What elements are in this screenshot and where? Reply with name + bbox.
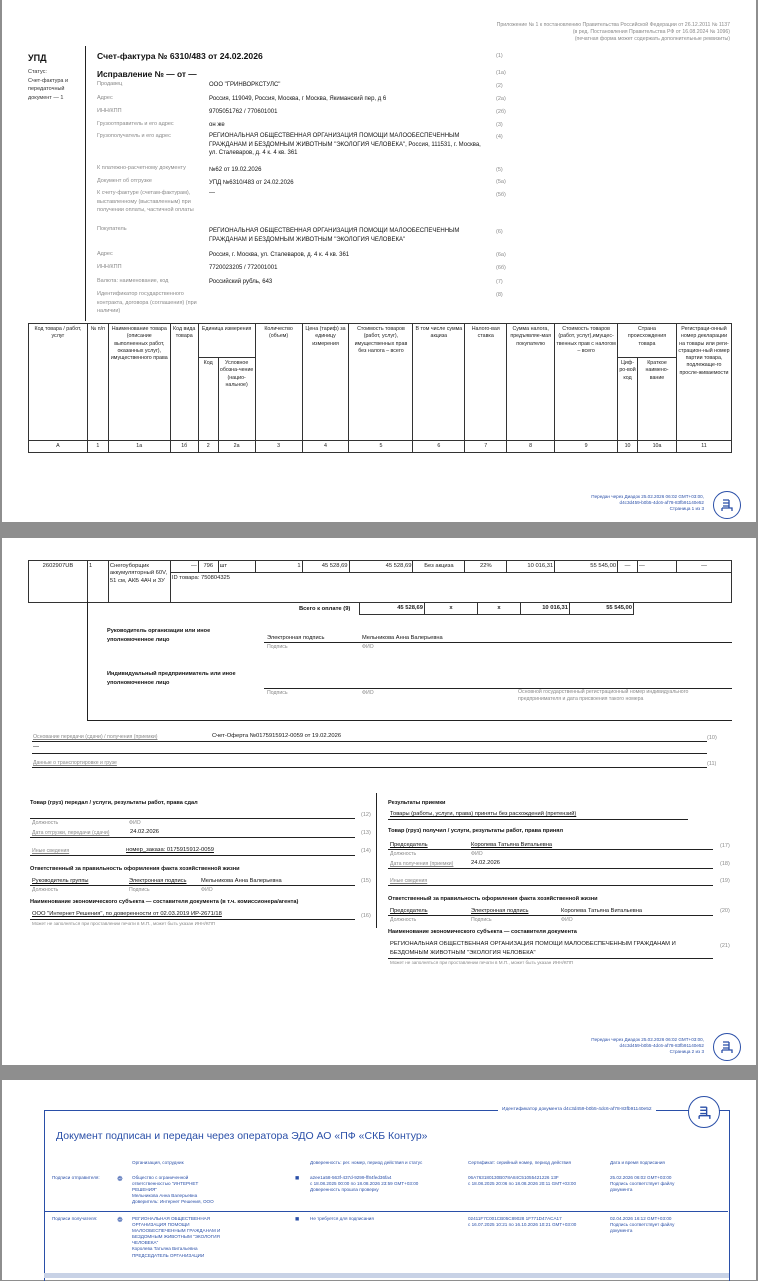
caption: Подпись (267, 644, 288, 650)
field-label: Покупатель (97, 226, 127, 232)
underline (32, 767, 707, 768)
field-label: Грузоотправитель и его адрес (97, 121, 174, 127)
field-label: К платежно-расчетному документу (97, 165, 186, 171)
field-code: (5) (496, 167, 503, 173)
document-icon: ■ (295, 1175, 300, 1182)
org-line: РЕГИОНАЛЬНАЯ ОБЩЕСТВЕННАЯ (132, 1216, 211, 1221)
item-name: Снегоуборщик аккумуляторный 60V, 51 см, АКБ 4АЧ и ЗУ (108, 561, 170, 603)
seller-inn-value: 9705051762 / 770601001 (209, 109, 278, 115)
col-header: Организация, сотрудник (132, 1160, 184, 1165)
total-sum: 55 545,00 (570, 603, 634, 615)
col-header: Единица измерения (198, 324, 255, 358)
status-value: Счет-фактура и (28, 77, 69, 84)
col-number: 11 (676, 441, 731, 453)
caption: Подпись (129, 887, 150, 893)
receiver-date (610, 1216, 674, 1234)
cert-period: с 16.07.2025 10:21 по 16.10.2026 10:21 GMT+03:00 (468, 1222, 577, 1228)
correction-title: Исправление № — от — (97, 69, 197, 79)
basis-label: Основание передачи (сдачи) / получения (приемки) (33, 734, 158, 740)
cert-period: с 18.08.2025 20:06 по 18.08.2026 20:11 GMT+03:00 (468, 1181, 577, 1187)
items-table (28, 560, 732, 603)
page-number: Страница 2 из 3 (669, 1049, 704, 1054)
certificate-badge-icon: ❁ (117, 1176, 123, 1183)
field-label: ИНН/КПП (97, 108, 122, 114)
caption: Должность (32, 887, 59, 893)
document-id: Идентификатор документа d4c3d459-b0b5-4dc6-af78-83fb91140e52 (498, 1107, 656, 1112)
field-label: Грузополучатель и его адрес (97, 133, 171, 139)
field-code: (6а) (496, 252, 506, 258)
diadoc-footer (591, 1037, 704, 1055)
col-number: 8 (507, 441, 555, 453)
header-note-line: (печатная форма может содержать дополнительные реквизиты) (574, 35, 730, 42)
footer-line: Передан через Диадок 25.02.2026 06:02 GMT+03:00, (591, 494, 704, 499)
item-kind: — (170, 561, 198, 573)
signer-position: ПРЕДСЕДАТЕЛЬ ОРГАНИЗАЦИИ (132, 1252, 205, 1258)
sender-cert (468, 1175, 576, 1187)
page-1 (2, 0, 756, 522)
col-header: Страна происхождения товара (618, 324, 677, 358)
receiver-poa (310, 1216, 374, 1222)
buyer-value: РЕГИОНАЛЬНАЯ ОБЩЕСТВЕННАЯ ОРГАНИЗАЦИЯ ПОМОЩИ МАЛООБЕСПЕЧЕННЫМ ГРАЖДАНАМ И БЕЗДОМНЫМ ЖИВОТНЫМ "ЭКОЛОГИЯ ЧЕЛОВЕКА" (209, 228, 460, 243)
col-header: В том числе сумма акциза (413, 324, 465, 441)
field-label: К счету-фактуре (счетам-фактурам), выставленному (выставленным) при получении оплаты, частичной оплаты (97, 190, 194, 213)
col-number: 7 (465, 441, 507, 453)
item-rate: 22% (465, 561, 507, 573)
entity-title: Наименование экономического субъекта — составителя документа (в т.ч. комиссионера/агента) (30, 899, 299, 905)
col-header: Стоимость товаров (работ, услуг), имущественных прав без налога – всего (349, 324, 413, 441)
diadoc-logo-icon (713, 491, 741, 519)
field-code: (2а) (496, 96, 506, 102)
entity-note: Может не заполняться при проставлении печати в М.П., может быть указан ИНН/КПП (32, 921, 216, 926)
divider (87, 720, 732, 721)
underline (388, 915, 713, 916)
dash-value: — (33, 744, 39, 750)
field-code: (2) (496, 83, 503, 89)
field-code: (16) (361, 913, 371, 919)
header-note-line: Приложение № 1 к постановлению Правительства Российской Федерации от 26.12.2011 № 1137 (496, 22, 730, 28)
e-signature-label: Электронная подпись (267, 635, 325, 641)
invoice-title: Счет-фактура № 6310/483 от 24.02.2026 (97, 51, 263, 61)
diadoc-footer (591, 494, 704, 512)
totals-table (359, 602, 634, 615)
page-3 (2, 1080, 756, 1280)
underline (388, 958, 713, 959)
poa-status: Доверенность прошла проверку (310, 1187, 379, 1193)
ogrnip-note: Основной государственный регистрационный номер индивидуального предпринимателя и дата присвоения такого номера (518, 689, 689, 702)
head-signer-name: Мельникова Анна Валерьевна (362, 635, 443, 641)
footer-line: Передан через Диадок 25.02.2026 06:02 GMT+03:00, (591, 1037, 704, 1042)
sign-status: Подпись соответствует файлу (610, 1222, 675, 1228)
field-code: (10) (707, 735, 717, 741)
sign-status: Подпись соответствует файлу (610, 1181, 675, 1187)
e-signature-label: Электронная подпись (129, 878, 187, 884)
acceptance-results-title: Результаты приемки (388, 800, 446, 806)
field-code: (1а) (496, 70, 506, 76)
currency-value: Российский рубль, 643 (209, 279, 273, 285)
col-header: Сумма налога, предъявляе-мая покупателю (507, 324, 555, 441)
item-price: 45 528,69 (302, 561, 349, 573)
status-value: передаточный (28, 86, 65, 92)
declaration-number: — (676, 561, 731, 573)
caption: ФИО (362, 644, 374, 650)
field-code: (21) (720, 943, 730, 949)
shipping-doc-value: УПД №6310/483 от 24.02.2026 (209, 180, 294, 186)
e-signature-label: Электронная подпись (471, 908, 529, 914)
field-code: (6б) (496, 265, 506, 271)
field-label: Продавец (97, 81, 123, 87)
vertical-rule (85, 46, 86, 321)
sign-datetime: 02.04.2026 16:12 GMT+03:00 (610, 1216, 672, 1221)
buyer-address-value: Россия, г. Москва, ул. Сталеваров, д. 4 к. 4 кв. 361 (209, 252, 350, 258)
signature-line (264, 642, 732, 643)
col-number: 1б (170, 441, 198, 453)
col-header: Дата и время подписания (610, 1160, 665, 1165)
item-tax: 10 016,31 (507, 561, 555, 573)
col-header: Количество (объем) (255, 324, 302, 441)
upd-label: УПД (28, 53, 47, 63)
total-cost: 45 528,69 (360, 603, 425, 615)
seller-address-value: Россия, 119049, Россия, Москва, г Москва, Якиманский пер, д 6 (209, 96, 387, 102)
field-code: (4) (496, 134, 503, 140)
seller-value: ООО "ГРИНВОРКСТУЛС" (209, 82, 281, 88)
consignee-value: РЕГИОНАЛЬНАЯ ОБЩЕСТВЕННАЯ ОРГАНИЗАЦИЯ ПОМОЩИ МАЛООБЕСПЕЧЕННЫМ ГРАЖДАНАМ И БЕЗДОМНЫМ ЖИВОТНЫМ "ЭКОЛОГИЯ ЧЕЛОВЕКА", Россия, 111531, г. Москва, ул. Сталеваров, д. 4 к. 4 кв. 361 (209, 133, 481, 156)
field-label: Адрес (97, 95, 113, 101)
document-icon: ■ (295, 1216, 300, 1223)
field-code: (13) (361, 830, 371, 836)
sender-org (132, 1175, 214, 1205)
product-id: ID товара: 750804325 (170, 573, 731, 603)
row-divider (44, 1211, 728, 1212)
vertical-rule (376, 793, 377, 928)
col-number: 10а (638, 441, 677, 453)
receive-date-value: 24.02.2026 (471, 860, 501, 866)
responsible-title: Ответственный за правильность оформления факта хозяйственной жизни (30, 866, 240, 872)
col-number: 2 (198, 441, 218, 453)
caption: ФИО (129, 820, 141, 826)
field-label: Идентификатор государственного контракта, договора (соглашения) (при наличии) (97, 291, 197, 314)
caption: Подпись (471, 917, 492, 923)
totals-label: Всего к оплате (9) (299, 606, 351, 612)
caption: ФИО (561, 917, 573, 923)
col-header: Доверенность: рег. номер, период действия и статус (310, 1160, 423, 1165)
caption: Должность (32, 820, 59, 826)
org-line: РЕШЕНИЯ" (132, 1187, 157, 1193)
entity-title: Наименование экономического субъекта — составителя документа (388, 929, 577, 935)
field-label: Валюта: наименование, код (97, 278, 169, 284)
field-code: (20) (720, 908, 730, 914)
underline (30, 855, 355, 856)
other-info-label: Иные сведения (390, 878, 428, 884)
signer-name: Королева Татьяна Витальевна (132, 1246, 198, 1252)
other-info-label: Иные сведения (32, 848, 70, 854)
field-code: (5б) (496, 192, 506, 198)
total-rate: х (478, 603, 521, 615)
responsible-position: Руководитель группы (32, 878, 89, 884)
responsible-name: Мельникова Анна Валерьевна (201, 878, 282, 884)
col-header: Циф-ро-вой код (618, 358, 638, 441)
field-label: ИНН/КПП (97, 264, 122, 270)
shipper-value: он же (209, 122, 225, 128)
other-info-value: номер_заказа: 0175915912-0059 (126, 847, 214, 853)
responsible-title: Ответственный за правильность оформления факта хозяйственной жизни (388, 896, 598, 902)
sender-label: Подписи отправителя: (52, 1175, 100, 1180)
poa-number: a2ee1a58-563f-437d-9299-ff84fed36fa4 (310, 1175, 392, 1180)
col-header: Цена (тариф) за единицу измерения (302, 324, 349, 441)
acceptance-results-value: Товары (работы, услуги, права) приняты без расхождений (претензий) (390, 811, 577, 817)
field-code: (6) (496, 229, 503, 235)
caption: Подпись (267, 690, 288, 696)
unit-name: шт (218, 561, 255, 573)
sender-poa (310, 1175, 418, 1193)
table-row (29, 561, 732, 573)
certificate-badge-icon: ❁ (117, 1217, 123, 1224)
field-code: (8) (496, 292, 503, 298)
caption: ФИО (362, 690, 374, 696)
underline (388, 849, 713, 850)
field-code: (3) (496, 122, 503, 128)
vertical-rule (87, 601, 88, 721)
underline (32, 753, 707, 754)
receiver-org (132, 1216, 220, 1259)
sign-status: документа (610, 1187, 633, 1193)
caption: ФИО (471, 851, 483, 857)
cert-serial: 06A763180130B078A84C51055421226 13F (468, 1175, 559, 1180)
col-number: 1а (108, 441, 170, 453)
item-code: 2602907UB (29, 561, 88, 603)
receiver-name: Королева Татьяна Витальевна (471, 842, 553, 848)
entity-note: Может не заполняться при проставлении печати в М.П., может быть указан ИНН/КПП (390, 960, 574, 965)
receive-date-label: Дата получения (приемки) (390, 861, 454, 867)
field-code: (1) (496, 53, 503, 59)
received-title: Товар (груз) получил / услуги, результаты работ, права принял (388, 828, 564, 834)
field-code: (14) (361, 848, 371, 854)
item-cost: 45 528,69 (349, 561, 413, 573)
item-qty: 1 (255, 561, 302, 573)
diadoc-logo-icon (688, 1096, 720, 1128)
sign-status: документа (610, 1228, 633, 1234)
field-code: (17) (720, 843, 730, 849)
col-header: Код (198, 358, 218, 441)
col-header: Наименование товара (описание выполненных работ, оказанных услуг), имущественного права (108, 324, 170, 441)
org-line: МАЛООБЕСПЕЧЕННЫМ ГРАЖДАНАМ И (132, 1228, 221, 1234)
unit-code: 796 (198, 561, 218, 573)
caption: ФИО (201, 887, 213, 893)
principal: Доверитель: Интернет Решения, ООО (132, 1199, 214, 1205)
underline (30, 837, 355, 838)
col-number: 1 (87, 441, 108, 453)
col-number: 4 (302, 441, 349, 453)
field-code: (11) (707, 761, 717, 767)
item-total: 55 545,00 (555, 561, 618, 573)
underline (30, 919, 355, 920)
header-note-line: (в ред. Постановления Правительства РФ от 16.08.2024 № 1096) (572, 28, 730, 35)
head-signer-label: Руководитель организации или иное уполномоченное лицо (107, 628, 211, 643)
responsible-position: Председатель (390, 908, 428, 914)
org-line: Общество с ограниченной (132, 1175, 189, 1180)
responsible-name: Королева Татьяна Витальевна (561, 908, 643, 914)
status-label: Статус: (28, 69, 47, 75)
field-code: (15) (361, 878, 371, 884)
item-excise: Без акциза (413, 561, 465, 573)
field-label: Документ об отгрузке (97, 178, 152, 184)
col-number: 9 (555, 441, 618, 453)
basis-value: Счет-Оферта №0175915912-0059 от 19.02.2026 (212, 733, 342, 739)
field-code: (2б) (496, 109, 506, 115)
transport-label: Данные о транспортировке и грузе (33, 760, 117, 766)
entity-value: ООО "Интернет Решения", по доверенности от 02.03.2019 ИР-2671/18 (32, 911, 222, 917)
col-header: Код товара / работ, услуг (29, 324, 88, 441)
diadoc-logo-icon (713, 1033, 741, 1061)
country-code: — (618, 561, 638, 573)
frame-bottom (44, 1273, 729, 1278)
stamp-title: Документ подписан и передан через оператора ЭДО АО «ПФ «СКБ Контур» (56, 1130, 428, 1142)
prepayment-invoice-value: — (209, 190, 215, 196)
field-code: (19) (720, 878, 730, 884)
poa-status: Не требуется для подписания (310, 1216, 374, 1221)
col-number: А (29, 441, 88, 453)
field-code: (7) (496, 279, 503, 285)
total-excise: х (425, 603, 478, 615)
receiver-cert (468, 1216, 576, 1228)
sender-date (610, 1175, 674, 1193)
field-code: (12) (361, 812, 371, 818)
underline (388, 819, 688, 820)
country-name: — (638, 561, 677, 573)
field-code: (5а) (496, 179, 506, 185)
col-header: Краткое наимено-вание (638, 358, 677, 441)
status-block (28, 68, 68, 102)
org-line: БЕЗДОМНЫМ ЖИВОТНЫМ "ЭКОЛОГИЯ (132, 1234, 220, 1240)
col-number: 5 (349, 441, 413, 453)
col-number: 10 (618, 441, 638, 453)
transferred-title: Товар (груз) передал / услуги, результаты работ, права сдал (30, 800, 198, 806)
col-number: 6 (413, 441, 465, 453)
item-num: 1 (87, 561, 108, 603)
col-header: Налого-вая ставка (465, 324, 507, 441)
underline (388, 868, 713, 869)
signer-name: Мельникова Анна Валерьевна (132, 1193, 198, 1199)
org-line: ЧЕЛОВЕКА" (132, 1240, 159, 1246)
org-line: ОРГАНИЗАЦИЯ ПОМОЩИ (132, 1222, 190, 1228)
field-label: Адрес (97, 251, 113, 257)
col-number: 3 (255, 441, 302, 453)
ship-date-label: Дата отгрузки, передачи (сдачи) (32, 830, 110, 836)
buyer-inn-value: 7720023205 / 772001001 (209, 265, 278, 271)
receiver-position: Председатель (390, 842, 428, 848)
payment-doc-value: №62 от 19.02.2026 (209, 167, 262, 173)
org-line: ответственностью "ИНТЕРНЕТ (132, 1181, 199, 1187)
receiver-label: Подписи получателя: (52, 1216, 98, 1221)
cert-serial: 02411F7C001CB05C89028 1F771D47ACA17 (468, 1216, 562, 1221)
col-header: Код вида товара (170, 324, 198, 441)
footer-line: d4c3d459-b0b5-4dc6-af78-83fb91140e52 (619, 500, 704, 505)
ip-signer-label: Индивидуальный предприниматель или иное уполномоченное лицо (107, 671, 236, 686)
items-table-header (28, 323, 732, 453)
col-header: Стоимость товаров (работ, услуг),имущес-твенных прав с налогом – всего (555, 324, 618, 441)
status-value: документ — 1 (28, 94, 64, 101)
footer-line: d4c3d459-b0b5-4dc6-af78-83fb91140e52 (619, 1043, 704, 1048)
total-tax: 10 016,31 (521, 603, 570, 615)
underline (30, 885, 355, 886)
col-header: № п/п (87, 324, 108, 441)
sign-datetime: 25.02.2026 06:02 GMT+03:00 (610, 1175, 672, 1180)
col-header: Сертификат: серийный номер, период действия (468, 1160, 571, 1165)
page-number: Страница 1 из 3 (669, 506, 704, 511)
ship-date-value: 24.02.2026 (130, 829, 160, 835)
header-note (497, 22, 730, 42)
poa-period: с 18.08.2025 00:00 по 18.08.2026 23:59 GMT+03:00 (310, 1181, 419, 1187)
underline (30, 818, 355, 819)
underline (32, 741, 707, 742)
entity-value: РЕГИОНАЛЬНАЯ ОБЩЕСТВЕННАЯ ОРГАНИЗАЦИЯ ПОМОЩИ МАЛООБЕСПЕЧЕННЫМ ГРАЖДАНАМ И БЕЗДОМНЫМ ЖИВОТНЫМ "ЭКОЛОГИЯ ЧЕЛОВЕКА" (390, 941, 676, 956)
col-header: Условное обозна-чение (нацио-нальное) (218, 358, 255, 441)
underline (388, 885, 713, 886)
caption: Должность (390, 917, 417, 923)
caption: Должность (390, 851, 417, 857)
col-number: 2а (218, 441, 255, 453)
field-code: (18) (720, 861, 730, 867)
col-header: Регистраци-онный номер декларации на товары или реги-страцион-ный номер партии товара, подлежаще-го просле-живаемости (676, 324, 731, 441)
page-2 (2, 538, 756, 1065)
